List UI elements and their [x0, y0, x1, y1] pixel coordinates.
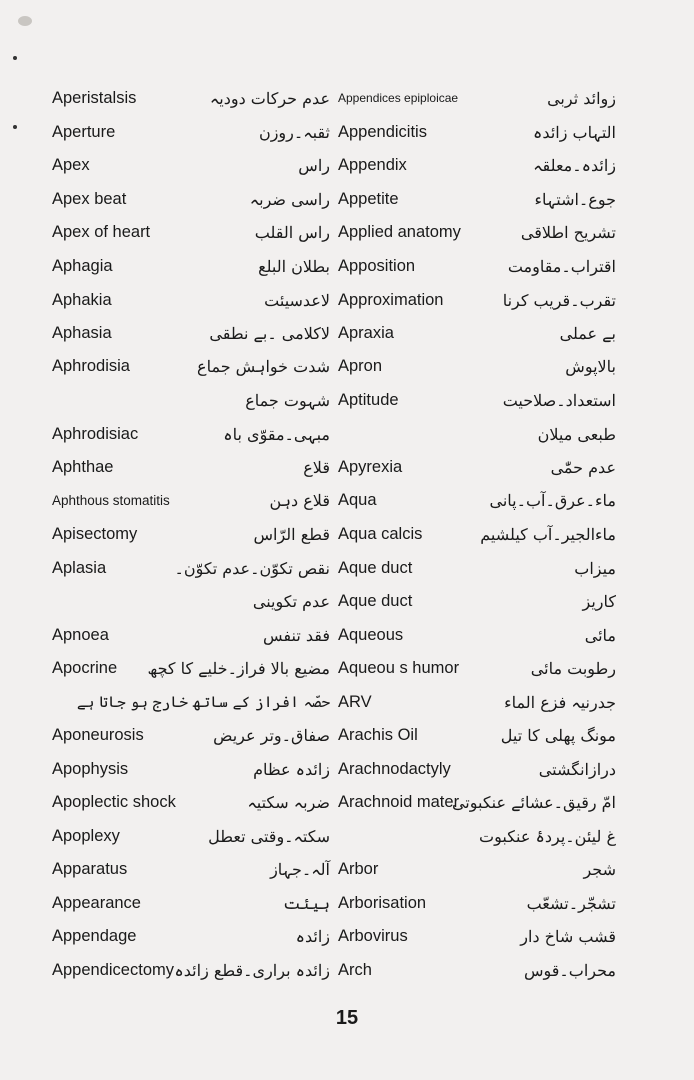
english-term: Apoplexy	[52, 827, 120, 845]
english-term: Apron	[338, 357, 383, 375]
urdu-definition: زائدہ	[295, 927, 330, 946]
urdu-definition: حصّہ افراز کے ساتھ خارج ہو جاتا ہے	[76, 693, 330, 711]
english-term: Aphthous stomatitis	[52, 493, 170, 508]
glossary-row	[0, 216, 694, 249]
urdu-definition: شہوت جماع	[245, 391, 330, 410]
urdu-definition: ضربہ سکتیہ	[247, 793, 330, 812]
english-term: Approximation	[338, 291, 444, 309]
english-term: Aphasia	[52, 324, 112, 342]
english-term: Apyrexia	[338, 458, 403, 476]
english-term: Appendices epiploicae	[338, 91, 459, 105]
english-term: Apraxia	[338, 324, 394, 342]
urdu-definition: راس	[298, 156, 330, 175]
urdu-definition: راسی ضربہ	[249, 190, 330, 209]
glossary-row	[0, 686, 694, 719]
urdu-definition: زائدہ عظام	[253, 760, 330, 779]
urdu-definition: ماء۔عرق۔آب۔پانی	[489, 491, 616, 510]
english-term: Arborisation	[338, 894, 427, 912]
english-term: Aqueous	[338, 626, 404, 644]
glossary-row	[0, 753, 694, 786]
glossary-row	[0, 887, 694, 920]
glossary-row	[0, 250, 694, 283]
urdu-definition: تشریح اطلاقی	[520, 223, 616, 242]
glossary-row	[0, 552, 694, 585]
english-term: Arachnoid mater	[338, 793, 460, 811]
english-term: Aqua calcis	[338, 525, 423, 543]
urdu-definition: سکتہ۔وقتی تعطل	[208, 827, 330, 846]
english-term: Aphthae	[52, 458, 114, 476]
urdu-definition: طبعی میلان	[537, 425, 616, 444]
glossary-row	[0, 920, 694, 953]
glossary-row	[0, 284, 694, 317]
english-term: Apocrine	[52, 659, 118, 677]
urdu-definition: مبہی۔مقوّی باہ	[223, 425, 330, 444]
english-term: Applied anatomy	[338, 223, 461, 241]
english-term: Apposition	[338, 257, 416, 275]
english-term: Apophysis	[52, 760, 129, 778]
english-term: Appearance	[52, 894, 141, 912]
english-term: Aque duct	[338, 592, 413, 610]
urdu-definition: عدم تکوینی	[252, 592, 330, 611]
urdu-definition: قشب شاخ دار	[520, 927, 616, 946]
english-term: Aptitude	[338, 391, 399, 409]
glossary-row	[0, 820, 694, 853]
urdu-definition: مضیع بالا فراز۔خلیے کا کچھ	[147, 659, 330, 678]
english-term: Aphagia	[52, 257, 113, 275]
english-term: Aponeurosis	[52, 726, 144, 744]
english-term: Apnoea	[52, 626, 109, 644]
glossary-row	[0, 719, 694, 752]
english-term: Aphrodisia	[52, 357, 130, 375]
page-number: 15	[335, 1007, 359, 1029]
urdu-definition: بے عملی	[559, 324, 616, 343]
english-term: Apex	[52, 156, 90, 174]
urdu-definition: آلہ۔جہاز	[270, 860, 330, 879]
paper-speck	[13, 56, 17, 60]
urdu-definition: راس القلب	[254, 223, 330, 242]
english-term: Aperistalsis	[52, 89, 137, 107]
urdu-definition: فقد تنفس	[263, 626, 330, 645]
english-term: Arachnodactyly	[338, 760, 451, 778]
urdu-definition: ثقبہ۔روزن	[258, 123, 330, 142]
urdu-definition: بطلان البلع	[258, 257, 330, 276]
glossary-row	[0, 350, 694, 383]
english-term: Apisectomy	[52, 525, 138, 543]
urdu-definition: استعداد۔صلاحیت	[502, 391, 616, 410]
english-term: Arbovirus	[338, 927, 408, 945]
urdu-definition: جوع۔اشتہاء	[534, 190, 616, 209]
urdu-definition: درازانگشتی	[538, 760, 616, 779]
english-term: Apex beat	[52, 190, 127, 208]
glossary-row	[0, 183, 694, 216]
urdu-definition: عدم حمّٰی	[550, 458, 616, 477]
urdu-definition: شجر	[583, 860, 616, 879]
english-term: Aperture	[52, 123, 116, 141]
glossary-row	[0, 853, 694, 886]
english-term: Apparatus	[52, 860, 128, 878]
glossary-row	[0, 585, 694, 618]
english-term: Apex of heart	[52, 223, 151, 241]
english-term: Arbor	[338, 860, 379, 878]
urdu-definition: جدرنیہ فزع الماء	[504, 693, 616, 712]
glossary-row	[0, 149, 694, 182]
glossary-row	[0, 954, 694, 987]
english-term: Aphakia	[52, 291, 112, 309]
english-term: Appetite	[338, 190, 399, 208]
urdu-definition: زائدہ براری۔قطع زائدہ	[174, 961, 330, 980]
urdu-definition: ماءالجیر۔آب کیلشیم	[480, 525, 616, 544]
urdu-definition: قلاع	[303, 458, 330, 477]
urdu-definition: کاریز	[582, 592, 616, 611]
glossary-row	[0, 418, 694, 451]
urdu-definition: قلاع دہن	[269, 491, 330, 510]
urdu-definition: محراب۔قوس	[523, 961, 616, 980]
english-term: Aque duct	[338, 559, 413, 577]
english-term: Aphrodisiac	[52, 425, 139, 443]
english-term: ARV	[338, 693, 372, 711]
urdu-definition: تقرب۔قریب کرنا	[502, 291, 616, 310]
glossary-row	[0, 652, 694, 685]
urdu-definition: اقتراب۔مقاومت	[507, 257, 616, 276]
urdu-definition: عدم حرکات دودیہ	[209, 89, 330, 108]
urdu-definition: امّ رقیق۔عشائے عنکبوتی	[451, 793, 616, 812]
paper-stain	[18, 16, 32, 26]
urdu-definition: شدت خواہش جماع	[197, 357, 330, 376]
english-term: Aqua	[338, 491, 377, 509]
glossary-row	[0, 786, 694, 819]
urdu-definition: زوائد ثربی	[547, 89, 616, 108]
urdu-definition: لاکلامی ۔بے نطقی	[209, 324, 330, 343]
glossary-row	[0, 317, 694, 350]
english-term: Apoplectic shock	[52, 793, 176, 811]
glossary-row	[0, 518, 694, 551]
urdu-definition: التہاب زائدہ	[533, 123, 616, 142]
urdu-definition: تشجّر۔تشعّب	[526, 894, 616, 913]
urdu-definition: رطوبت مائی	[530, 659, 616, 678]
glossary-row	[0, 619, 694, 652]
urdu-definition: صفاق۔وتر عریض	[213, 726, 330, 745]
urdu-definition: بالاپوش	[565, 357, 616, 376]
english-term: Appendicectomy	[52, 961, 174, 979]
urdu-definition: ہیئت	[283, 894, 330, 913]
urdu-definition: قطع الرّاس	[253, 525, 330, 544]
glossary-row	[0, 484, 694, 517]
urdu-definition: مائی	[584, 626, 616, 645]
english-term: Appendage	[52, 927, 137, 945]
urdu-definition: غ لیئن۔پردۂ عنکبوت	[479, 827, 616, 846]
glossary-row	[0, 451, 694, 484]
english-term: Arachis Oil	[338, 726, 418, 744]
english-term: Aplasia	[52, 559, 107, 577]
glossary-row	[0, 116, 694, 149]
urdu-definition: میزاب	[574, 559, 616, 578]
urdu-definition: لاعدسیئت	[264, 291, 330, 310]
urdu-definition: نقص تکوّن۔عدم تکوّن۔	[174, 559, 330, 578]
urdu-definition: مونگ پھلی کا تیل	[500, 726, 616, 745]
english-term: Appendicitis	[338, 123, 427, 141]
urdu-definition: زائدہ۔معلقہ	[533, 156, 616, 175]
glossary-row	[0, 82, 694, 115]
glossary-row	[0, 384, 694, 417]
english-term: Appendix	[338, 156, 407, 174]
english-term: Aqueou s humor	[338, 659, 460, 677]
english-term: Arch	[338, 961, 372, 979]
